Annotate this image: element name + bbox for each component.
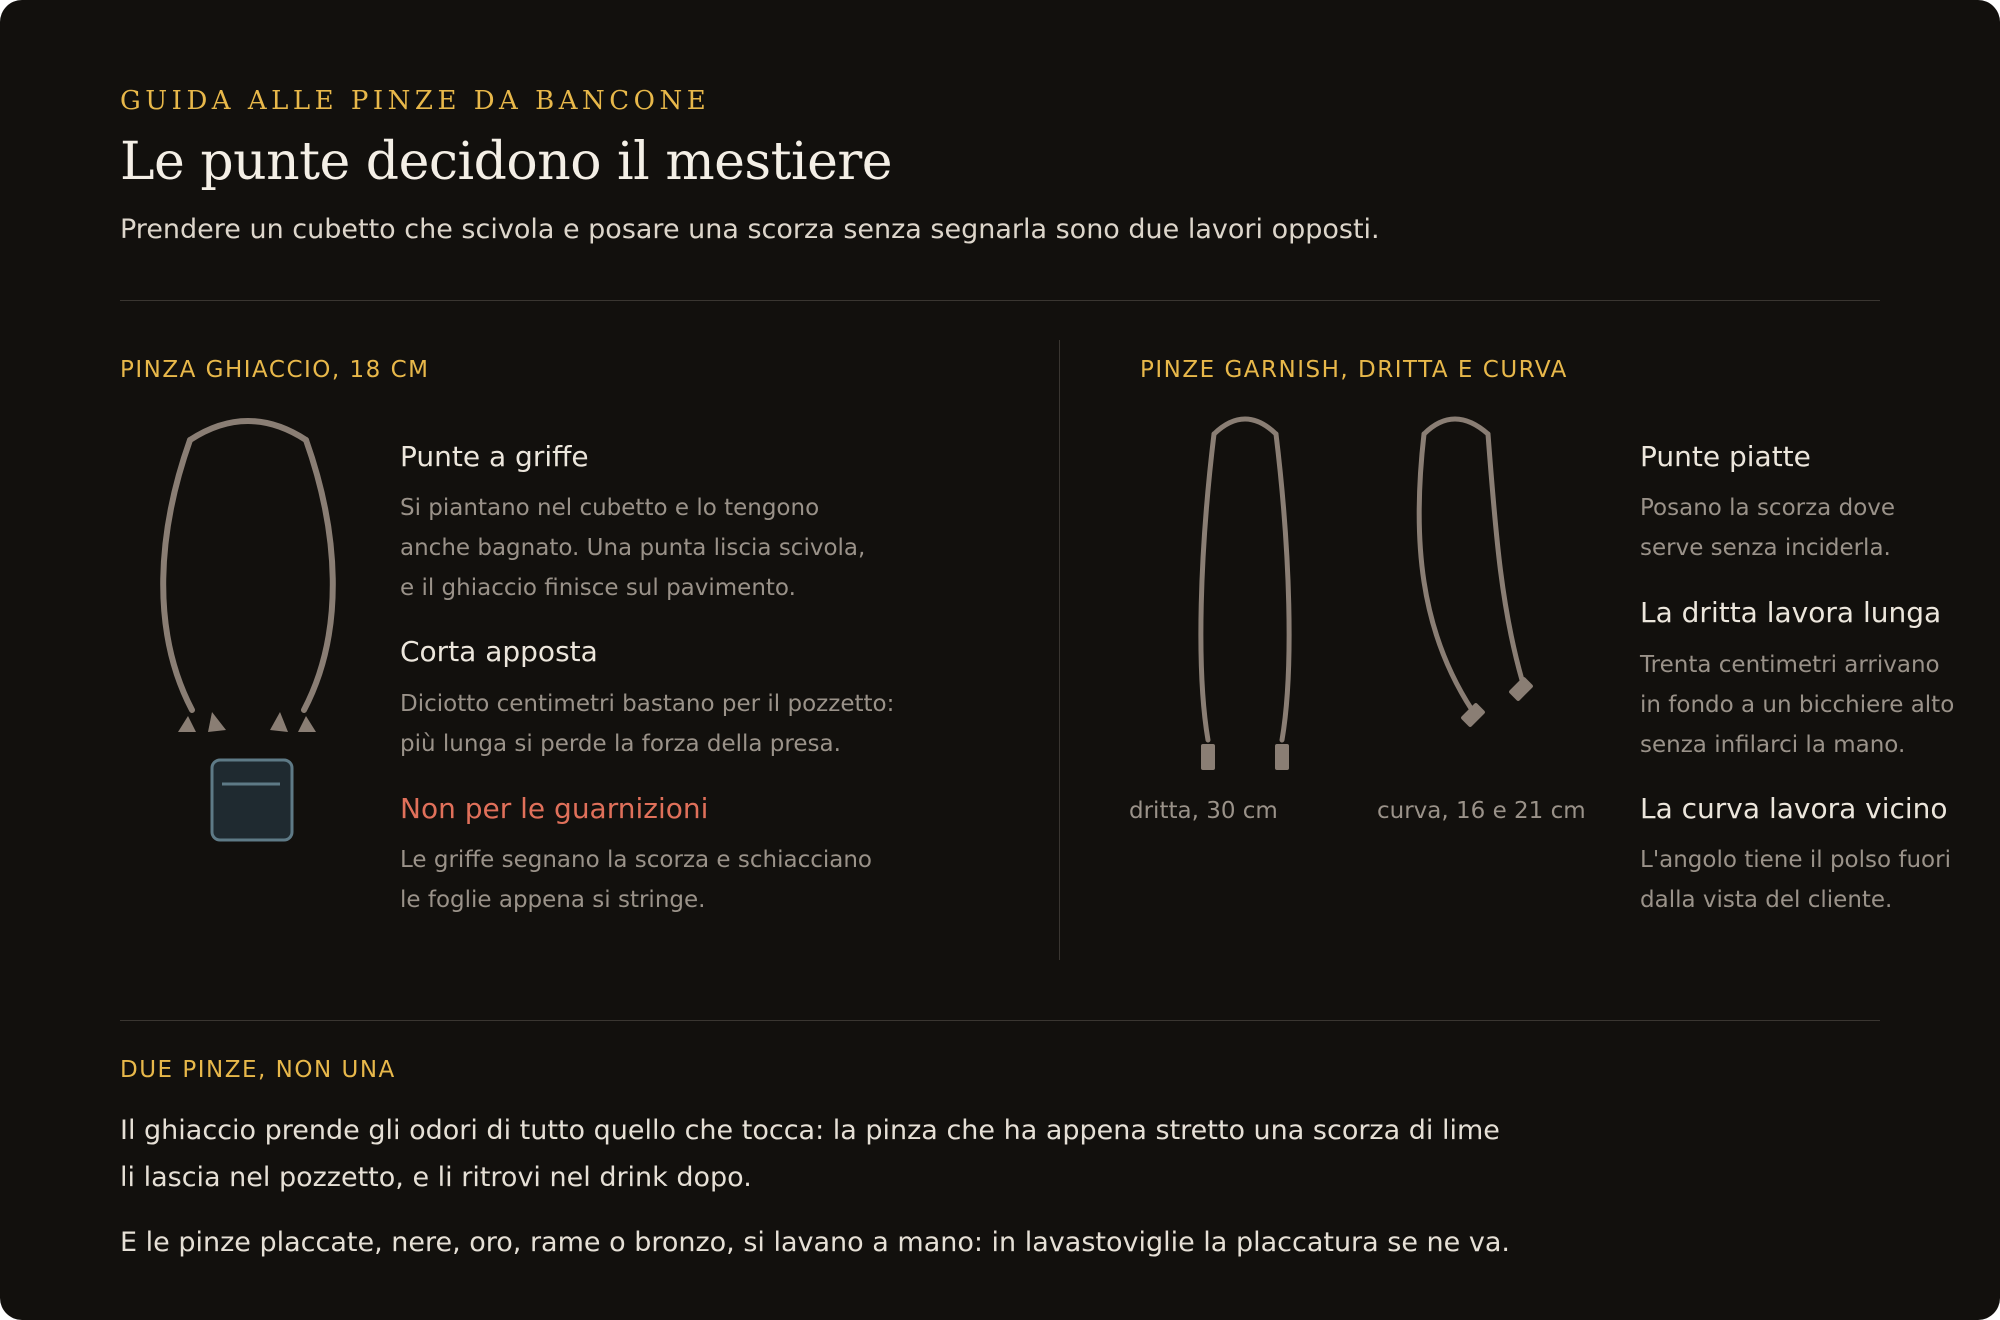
- ice-tongs-hinge: [190, 421, 306, 440]
- claw-tip-icon: [208, 712, 226, 732]
- garnish-item-text: Posano la scorza dove serve senza inciderla.: [1640, 495, 1896, 561]
- divider-top: [120, 300, 1880, 301]
- ice-tongs-illustration: [150, 410, 350, 850]
- ice-item-title: Corta apposta: [400, 635, 598, 668]
- curved-tongs-illustration: [1410, 410, 1550, 740]
- eyebrow: GUIDA ALLE PINZE DA BANCONE: [120, 86, 711, 116]
- straight-tongs-illustration: [1190, 410, 1300, 780]
- claw-tip-icon: [178, 716, 196, 732]
- ice-tongs-heading: PINZA GHIACCIO, 18 CM: [120, 357, 430, 383]
- divider-vertical: [1059, 340, 1060, 960]
- garnish-item-title: La dritta lavora lunga: [1640, 596, 1942, 629]
- garnish-item-title: La curva lavora vicino: [1640, 792, 1948, 825]
- page-subtitle: Prendere un cubetto che scivola e posare una scorza senza segnarla sono due lavori opposti.: [120, 214, 1380, 245]
- footer-paragraph: E le pinze placcate, nere, oro, rame o bronzo, si lavano a mano: in lavastoviglie la placcatura se ne va.: [120, 1227, 1510, 1258]
- ice-item-text: Diciotto centimetri bastano per il pozzetto: più lunga si perde la forza della presa.: [400, 691, 895, 757]
- ice-cube-icon: [212, 760, 292, 840]
- straight-tongs-caption: dritta, 30 cm: [1129, 798, 1278, 824]
- ice-tongs-left-arm: [163, 440, 192, 710]
- claw-tip-icon: [298, 716, 316, 732]
- ice-item-title-warning: Non per le guarnizioni: [400, 792, 709, 825]
- garnish-item-text: L'angolo tiene il polso fuori dalla vista del cliente.: [1640, 847, 1951, 913]
- curved-tongs-caption: curva, 16 e 21 cm: [1377, 798, 1586, 824]
- divider-bottom: [120, 1020, 1880, 1021]
- claw-tip-icon: [270, 712, 288, 732]
- ice-tongs-right-arm: [304, 440, 333, 710]
- garnish-item-title: Punte piatte: [1640, 440, 1811, 473]
- garnish-tongs-heading: PINZE GARNISH, DRITTA E CURVA: [1140, 357, 1568, 383]
- footer-heading: DUE PINZE, NON UNA: [120, 1057, 396, 1083]
- footer-paragraph: Il ghiaccio prende gli odori di tutto quello che tocca: la pinza che ha appena stretto una scorza di lime li lascia nel pozzetto, e li ritrovi nel drink dopo.: [120, 1115, 1500, 1193]
- ice-item-text: Le griffe segnano la scorza e schiacciano le foglie appena si stringe.: [400, 847, 872, 913]
- garnish-item-text: Trenta centimetri arrivano in fondo a un bicchiere alto senza infilarci la mano.: [1640, 652, 1955, 758]
- ice-item-title: Punte a griffe: [400, 440, 589, 473]
- page-title: Le punte decidono il mestiere: [120, 132, 893, 192]
- ice-item-text: Si piantano nel cubetto e lo tengono anche bagnato. Una punta liscia scivola, e il ghiaccio finisce sul pavimento.: [400, 495, 866, 601]
